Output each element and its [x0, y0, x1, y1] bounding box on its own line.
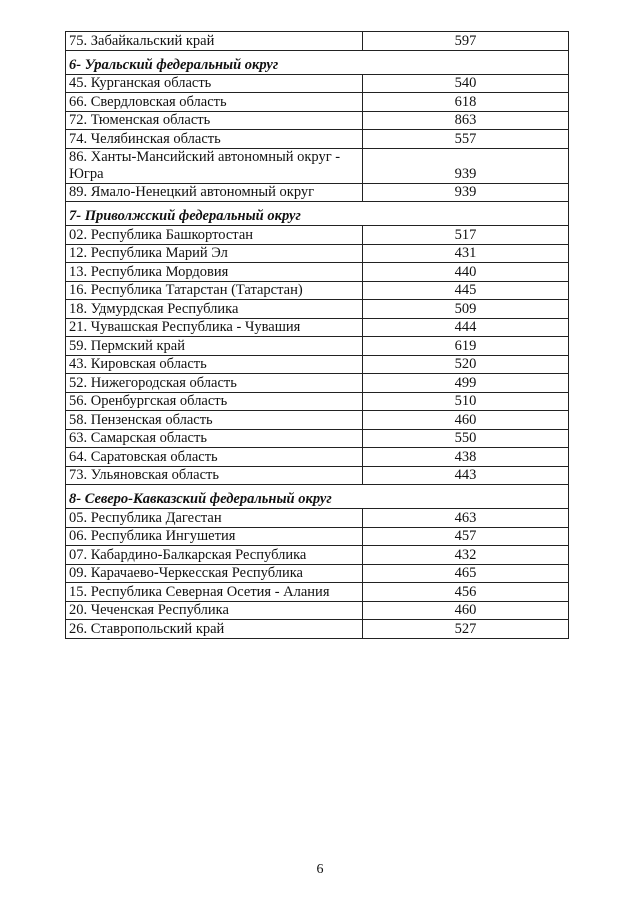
region-name-cell: 73. Ульяновская область [66, 466, 363, 485]
region-name-cell: 21. Чувашская Республика - Чувашия [66, 318, 363, 337]
region-name-cell: 07. Кабардино-Балкарская Республика [66, 546, 363, 565]
regions-table-body [66, 32, 569, 639]
table-row [66, 130, 569, 149]
table-row [66, 337, 569, 356]
region-value-cell: 444 [363, 318, 569, 337]
section-title: 7- Приволжский федеральный округ [66, 202, 569, 226]
region-name-cell: 18. Удмурдская Республика [66, 300, 363, 319]
table-row [66, 374, 569, 393]
regions-table [65, 31, 569, 639]
region-value-cell: 863 [363, 111, 569, 130]
region-value-cell: 619 [363, 337, 569, 356]
region-name-cell: 74. Челябинская область [66, 130, 363, 149]
table-row [66, 244, 569, 263]
region-value-cell: 443 [363, 466, 569, 485]
region-value-cell: 460 [363, 411, 569, 430]
region-name-cell: 26. Ставропольский край [66, 620, 363, 639]
region-value-cell: 440 [363, 263, 569, 282]
region-value-cell: 445 [363, 281, 569, 300]
region-name-cell: 58. Пензенская область [66, 411, 363, 430]
region-name-cell: 86. Ханты-Мансийский автономный округ - Югра [66, 148, 363, 183]
table-row [66, 111, 569, 130]
region-value-cell: 438 [363, 448, 569, 467]
region-name-cell: 43. Кировская область [66, 355, 363, 374]
table-row [66, 564, 569, 583]
section-header-row [66, 485, 569, 509]
region-value-cell: 527 [363, 620, 569, 639]
table-row [66, 601, 569, 620]
region-value-cell: 939 [363, 148, 569, 183]
page-number: 6 [316, 862, 324, 877]
table-row [66, 318, 569, 337]
region-value-cell: 460 [363, 601, 569, 620]
table-row [66, 226, 569, 245]
table-row [66, 355, 569, 374]
region-value-cell: 618 [363, 93, 569, 112]
region-value-cell: 431 [363, 244, 569, 263]
region-value-cell: 463 [363, 509, 569, 528]
region-value-cell: 432 [363, 546, 569, 565]
region-value-cell: 509 [363, 300, 569, 319]
table-row [66, 281, 569, 300]
region-value-cell: 520 [363, 355, 569, 374]
table-row [66, 392, 569, 411]
region-name-cell: 13. Республика Мордовия [66, 263, 363, 282]
table-row [66, 583, 569, 602]
table-row [66, 466, 569, 485]
region-name-cell: 63. Самарская область [66, 429, 363, 448]
region-name-cell: 15. Республика Северная Осетия - Алания [66, 583, 363, 602]
section-header-row [66, 202, 569, 226]
region-name-cell: 45. Курганская область [66, 74, 363, 93]
region-name-cell: 59. Пермский край [66, 337, 363, 356]
region-value-cell: 597 [363, 32, 569, 51]
region-name-cell: 64. Саратовская область [66, 448, 363, 467]
table-row [66, 429, 569, 448]
region-name-cell: 20. Чеченская Республика [66, 601, 363, 620]
table-row [66, 509, 569, 528]
region-name-cell: 89. Ямало-Ненецкий автономный округ [66, 183, 363, 202]
table-row [66, 411, 569, 430]
section-title: 8- Северо-Кавказский федеральный округ [66, 485, 569, 509]
region-name-cell: 75. Забайкальский край [66, 32, 363, 51]
table-row [66, 448, 569, 467]
region-name-cell: 72. Тюменская область [66, 111, 363, 130]
region-value-cell: 456 [363, 583, 569, 602]
region-value-cell: 517 [363, 226, 569, 245]
region-name-cell: 56. Оренбургская область [66, 392, 363, 411]
region-name-cell: 02. Республика Башкортостан [66, 226, 363, 245]
table-row [66, 74, 569, 93]
table-row [66, 527, 569, 546]
section-header-row [66, 50, 569, 74]
region-name-cell: 06. Республика Ингушетия [66, 527, 363, 546]
region-value-cell: 540 [363, 74, 569, 93]
region-value-cell: 499 [363, 374, 569, 393]
table-row [66, 263, 569, 282]
region-name-cell: 05. Республика Дагестан [66, 509, 363, 528]
table-row [66, 148, 569, 183]
table-row [66, 620, 569, 639]
region-name-cell: 12. Республика Марий Эл [66, 244, 363, 263]
table-row [66, 93, 569, 112]
region-value-cell: 457 [363, 527, 569, 546]
region-value-cell: 510 [363, 392, 569, 411]
region-value-cell: 465 [363, 564, 569, 583]
table-row [66, 32, 569, 51]
table-row [66, 546, 569, 565]
region-name-cell: 52. Нижегородская область [66, 374, 363, 393]
region-name-cell: 09. Карачаево-Черкесская Республика [66, 564, 363, 583]
region-value-cell: 557 [363, 130, 569, 149]
region-name-cell: 16. Республика Татарстан (Татарстан) [66, 281, 363, 300]
region-value-cell: 939 [363, 183, 569, 202]
region-value-cell: 550 [363, 429, 569, 448]
table-row [66, 300, 569, 319]
section-title: 6- Уральский федеральный округ [66, 50, 569, 74]
region-name-cell: 66. Свердловская область [66, 93, 363, 112]
table-row [66, 183, 569, 202]
